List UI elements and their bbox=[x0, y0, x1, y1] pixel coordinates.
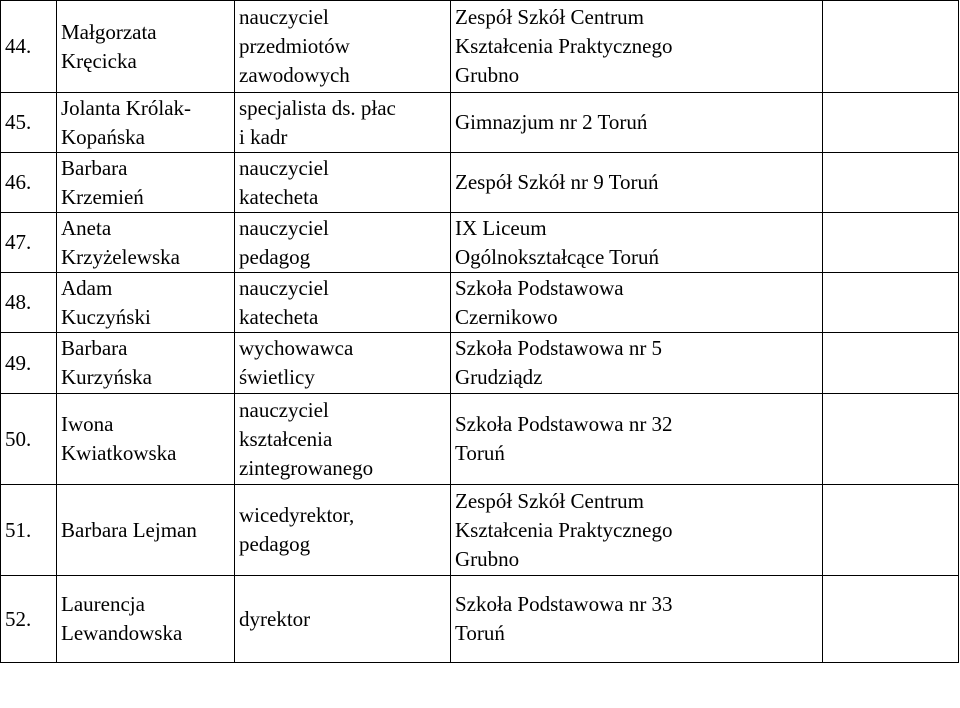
row-number: 45. bbox=[1, 93, 57, 153]
table-row bbox=[1, 153, 959, 213]
institution: Szkoła Podstawowa nr 33 Toruń bbox=[451, 576, 823, 663]
institution: Gimnazjum nr 2 Toruń bbox=[451, 93, 823, 153]
empty-cell bbox=[823, 213, 959, 273]
table-row bbox=[1, 93, 959, 153]
position: nauczyciel pedagog bbox=[235, 213, 451, 273]
table-row bbox=[1, 576, 959, 663]
institution: Szkoła Podstawowa nr 5 Grudziądz bbox=[451, 333, 823, 394]
institution: Szkoła Podstawowa Czernikowo bbox=[451, 273, 823, 333]
position: nauczyciel katecheta bbox=[235, 273, 451, 333]
row-number: 46. bbox=[1, 153, 57, 213]
position: wychowawca świetlicy bbox=[235, 333, 451, 394]
person-name: Barbara Krzemień bbox=[57, 153, 235, 213]
row-number: 50. bbox=[1, 394, 57, 485]
person-name: Jolanta Królak- Kopańska bbox=[57, 93, 235, 153]
row-number: 49. bbox=[1, 333, 57, 394]
empty-cell bbox=[823, 485, 959, 576]
person-name: Barbara Lejman bbox=[57, 485, 235, 576]
institution: Zespół Szkół Centrum Kształcenia Praktycznego Grubno bbox=[451, 485, 823, 576]
empty-cell bbox=[823, 1, 959, 93]
row-number: 52. bbox=[1, 576, 57, 663]
position: nauczyciel katecheta bbox=[235, 153, 451, 213]
person-name: Aneta Krzyżelewska bbox=[57, 213, 235, 273]
table-row bbox=[1, 394, 959, 485]
institution: Zespół Szkół nr 9 Toruń bbox=[451, 153, 823, 213]
institution: Szkoła Podstawowa nr 32 Toruń bbox=[451, 394, 823, 485]
table-row bbox=[1, 273, 959, 333]
person-name: Iwona Kwiatkowska bbox=[57, 394, 235, 485]
position: wicedyrektor, pedagog bbox=[235, 485, 451, 576]
table-row bbox=[1, 485, 959, 576]
row-number: 47. bbox=[1, 213, 57, 273]
row-number: 44. bbox=[1, 1, 57, 93]
person-name: Laurencja Lewandowska bbox=[57, 576, 235, 663]
empty-cell bbox=[823, 93, 959, 153]
empty-cell bbox=[823, 394, 959, 485]
person-name: Adam Kuczyński bbox=[57, 273, 235, 333]
position: dyrektor bbox=[235, 576, 451, 663]
table-row bbox=[1, 1, 959, 93]
empty-cell bbox=[823, 576, 959, 663]
person-name: Barbara Kurzyńska bbox=[57, 333, 235, 394]
position: specjalista ds. płac i kadr bbox=[235, 93, 451, 153]
row-number: 51. bbox=[1, 485, 57, 576]
institution: Zespół Szkół Centrum Kształcenia Praktycznego Grubno bbox=[451, 1, 823, 93]
institution: IX Liceum Ogólnokształcące Toruń bbox=[451, 213, 823, 273]
empty-cell bbox=[823, 153, 959, 213]
table-row bbox=[1, 213, 959, 273]
position: nauczyciel przedmiotów zawodowych bbox=[235, 1, 451, 93]
empty-cell bbox=[823, 273, 959, 333]
person-name: Małgorzata Kręcicka bbox=[57, 1, 235, 93]
empty-cell bbox=[823, 333, 959, 394]
table-row bbox=[1, 333, 959, 394]
position: nauczyciel kształcenia zintegrowanego bbox=[235, 394, 451, 485]
row-number: 48. bbox=[1, 273, 57, 333]
